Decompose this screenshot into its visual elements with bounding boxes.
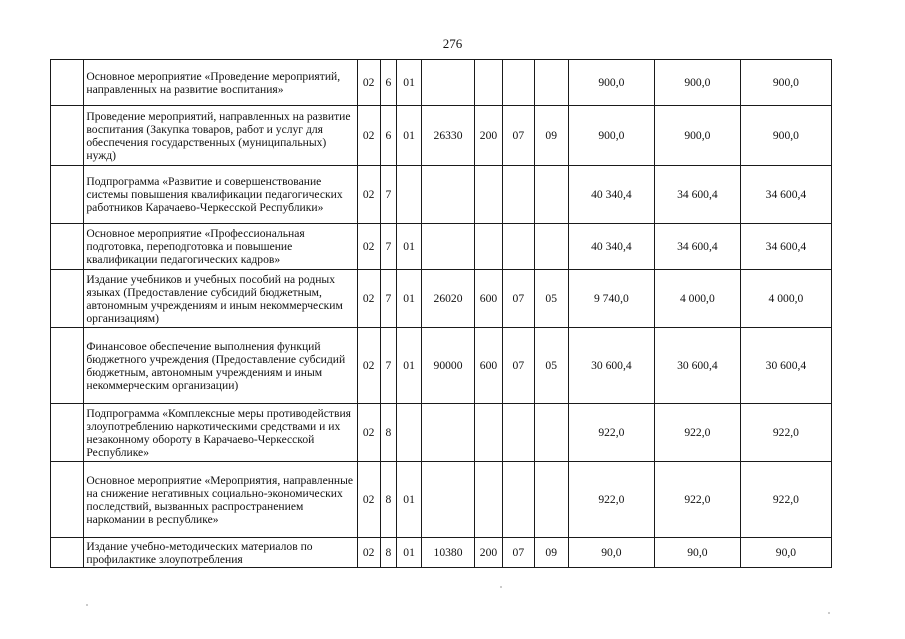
- code-cell-c6: 07: [503, 538, 534, 568]
- table-row: [51, 404, 832, 462]
- row-number-cell: [51, 106, 84, 166]
- budget-table: [50, 59, 832, 568]
- code-cell-c7: [534, 404, 568, 462]
- amount-cell-y1: 922,0: [568, 404, 654, 462]
- code-cell-c6: [503, 462, 534, 538]
- amount-cell-y2: 922,0: [654, 404, 740, 462]
- code-cell-c3: 01: [396, 538, 421, 568]
- row-name-cell: Основное мероприятие «Мероприятия, направленные на снижение негативных социально-экономических последствий, вызванных распространением наркомании в республике»: [84, 462, 357, 538]
- code-cell-c4: 90000: [422, 328, 475, 404]
- amount-cell-y2: 922,0: [654, 462, 740, 538]
- code-cell-c1: 02: [357, 328, 380, 404]
- code-cell-c4: [422, 60, 475, 106]
- code-cell-c1: 02: [357, 270, 380, 328]
- code-cell-c2: 8: [380, 462, 396, 538]
- amount-cell-y2: 4 000,0: [654, 270, 740, 328]
- code-cell-c5: 600: [474, 270, 502, 328]
- amount-cell-y1: 90,0: [568, 538, 654, 568]
- table-row: [51, 462, 832, 538]
- amount-cell-y1: 900,0: [568, 60, 654, 106]
- row-name-cell: Финансовое обеспечение выполнения функций бюджетного учреждения (Предоставление субсидий бюджетным, автономным учреждениям и иным некоммерческим организации): [84, 328, 357, 404]
- code-cell-c2: 7: [380, 328, 396, 404]
- code-cell-c7: 09: [534, 538, 568, 568]
- code-cell-c4: 26020: [422, 270, 475, 328]
- amount-cell-y2: 900,0: [654, 60, 740, 106]
- code-cell-c4: [422, 404, 475, 462]
- code-cell-c3: 01: [396, 224, 421, 270]
- table-row: [51, 224, 832, 270]
- row-name-cell: Издание учебников и учебных пособий на родных языках (Предоставление субсидий бюджетным, автономным учреждениям и иным некоммерческим организациям): [84, 270, 357, 328]
- amount-cell-y3: 34 600,4: [740, 224, 831, 270]
- code-cell-c1: 02: [357, 224, 380, 270]
- code-cell-c3: [396, 404, 421, 462]
- code-cell-c4: [422, 224, 475, 270]
- row-number-cell: [51, 270, 84, 328]
- code-cell-c7: 05: [534, 328, 568, 404]
- table-row: [51, 538, 832, 568]
- code-cell-c2: 7: [380, 270, 396, 328]
- table-row: [51, 270, 832, 328]
- code-cell-c5: [474, 224, 502, 270]
- code-cell-c5: 200: [474, 106, 502, 166]
- code-cell-c5: [474, 60, 502, 106]
- amount-cell-y3: 922,0: [740, 462, 831, 538]
- amount-cell-y3: 922,0: [740, 404, 831, 462]
- amount-cell-y1: 40 340,4: [568, 224, 654, 270]
- code-cell-c6: 07: [503, 328, 534, 404]
- amount-cell-y3: 900,0: [740, 106, 831, 166]
- code-cell-c2: 6: [380, 106, 396, 166]
- amount-cell-y1: 30 600,4: [568, 328, 654, 404]
- code-cell-c1: 02: [357, 60, 380, 106]
- code-cell-c3: 01: [396, 106, 421, 166]
- code-cell-c2: 8: [380, 404, 396, 462]
- row-number-cell: [51, 538, 84, 568]
- row-number-cell: [51, 224, 84, 270]
- code-cell-c6: 07: [503, 106, 534, 166]
- row-name-cell: Проведение мероприятий, направленных на развитие воспитания (Закупка товаров, работ и услуг для обеспечения государственных (муниципальных) нужд): [84, 106, 357, 166]
- amount-cell-y3: 30 600,4: [740, 328, 831, 404]
- code-cell-c6: 07: [503, 270, 534, 328]
- code-cell-c2: 7: [380, 166, 396, 224]
- row-name-cell: Основное мероприятие «Проведение мероприятий, направленных на развитие воспитания»: [84, 60, 357, 106]
- code-cell-c3: 01: [396, 270, 421, 328]
- amount-cell-y1: 9 740,0: [568, 270, 654, 328]
- code-cell-c7: [534, 60, 568, 106]
- amount-cell-y1: 900,0: [568, 106, 654, 166]
- code-cell-c1: 02: [357, 106, 380, 166]
- code-cell-c2: 8: [380, 538, 396, 568]
- amount-cell-y2: 34 600,4: [654, 166, 740, 224]
- amount-cell-y3: 90,0: [740, 538, 831, 568]
- code-cell-c7: [534, 166, 568, 224]
- row-name-cell: Подпрограмма «Комплексные меры противодействия злоупотреблению наркотическими средствами и их незаконному обороту в Карачаево-Черкесской Республике»: [84, 404, 357, 462]
- amount-cell-y2: 90,0: [654, 538, 740, 568]
- table-row: [51, 106, 832, 166]
- code-cell-c1: 02: [357, 404, 380, 462]
- code-cell-c4: [422, 166, 475, 224]
- code-cell-c7: [534, 462, 568, 538]
- code-cell-c4: [422, 462, 475, 538]
- code-cell-c5: [474, 404, 502, 462]
- row-name-cell: Подпрограмма «Развитие и совершенствование системы повышения квалификации педагогических работников Карачаево-Черкесской Республики»: [84, 166, 357, 224]
- row-number-cell: [51, 404, 84, 462]
- row-number-cell: [51, 328, 84, 404]
- code-cell-c1: 02: [357, 166, 380, 224]
- table-body: [51, 60, 832, 568]
- row-name-cell: Издание учебно-методических материалов по профилактике злоупотребления: [84, 538, 357, 568]
- code-cell-c3: 01: [396, 60, 421, 106]
- table-row: [51, 328, 832, 404]
- amount-cell-y2: 900,0: [654, 106, 740, 166]
- table-row: [51, 60, 832, 106]
- amount-cell-y3: 4 000,0: [740, 270, 831, 328]
- row-number-cell: [51, 166, 84, 224]
- amount-cell-y3: 34 600,4: [740, 166, 831, 224]
- amount-cell-y3: 900,0: [740, 60, 831, 106]
- code-cell-c7: 09: [534, 106, 568, 166]
- code-cell-c6: [503, 166, 534, 224]
- page-number: 276: [442, 36, 463, 51]
- code-cell-c4: 26330: [422, 106, 475, 166]
- code-cell-c2: 7: [380, 224, 396, 270]
- code-cell-c6: [503, 60, 534, 106]
- code-cell-c3: 01: [396, 462, 421, 538]
- code-cell-c7: 05: [534, 270, 568, 328]
- amount-cell-y1: 40 340,4: [568, 166, 654, 224]
- code-cell-c1: 02: [357, 462, 380, 538]
- code-cell-c3: [396, 166, 421, 224]
- amount-cell-y1: 922,0: [568, 462, 654, 538]
- code-cell-c5: 200: [474, 538, 502, 568]
- row-name-cell: Основное мероприятие «Профессиональная подготовка, переподготовка и повышение квалификации педагогических кадров»: [84, 224, 357, 270]
- amount-cell-y2: 30 600,4: [654, 328, 740, 404]
- code-cell-c5: [474, 166, 502, 224]
- code-cell-c3: 01: [396, 328, 421, 404]
- code-cell-c5: 600: [474, 328, 502, 404]
- code-cell-c7: [534, 224, 568, 270]
- amount-cell-y2: 34 600,4: [654, 224, 740, 270]
- code-cell-c1: 02: [357, 538, 380, 568]
- code-cell-c6: [503, 224, 534, 270]
- code-cell-c2: 6: [380, 60, 396, 106]
- row-number-cell: [51, 462, 84, 538]
- code-cell-c5: [474, 462, 502, 538]
- code-cell-c4: 10380: [422, 538, 475, 568]
- table-row: [51, 166, 832, 224]
- row-number-cell: [51, 60, 84, 106]
- code-cell-c6: [503, 404, 534, 462]
